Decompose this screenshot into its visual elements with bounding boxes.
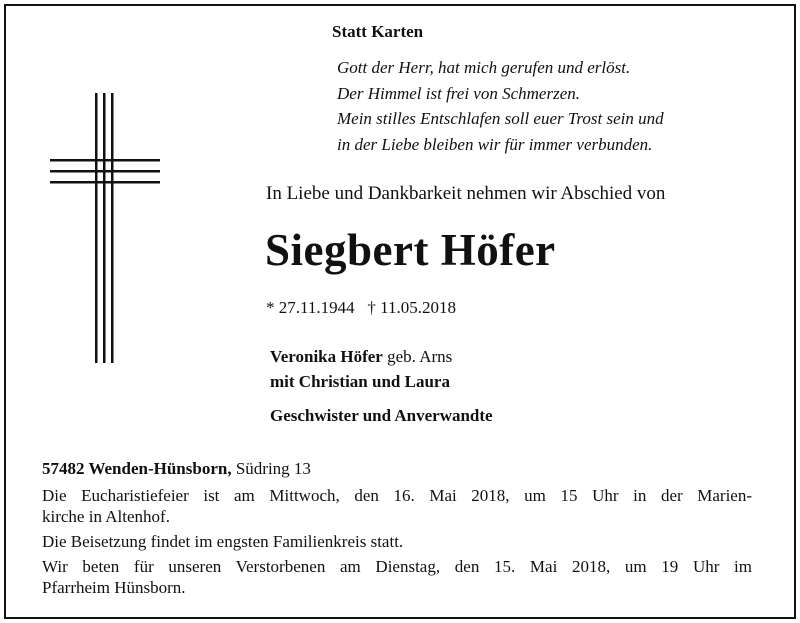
address xyxy=(42,459,311,479)
poem-line: Gott der Herr, hat mich gerufen und erlöst. xyxy=(337,58,631,77)
poem-line: in der Liebe bleiben wir für immer verbunden. xyxy=(337,134,653,154)
farewell-intro: In Liebe und Dankbarkeit nehmen wir Abschied von xyxy=(266,183,666,204)
statt-karten-heading: Statt Karten xyxy=(332,22,424,41)
mourner-line-2: mit Christian und Laura xyxy=(270,372,450,391)
notice-line: Die Eucharistiefeier ist am Mittwoch, den 16. Mai 2018, um 15 Uhr in der Marien- xyxy=(42,486,752,505)
mourner-line-1 xyxy=(270,347,452,367)
poem xyxy=(337,55,664,157)
notice-line: Wir beten für unseren Verstorbenen am Dienstag, den 15. Mai 2018, um 19 Uhr im xyxy=(42,557,752,576)
poem-line: Mein stilles Entschlafen soll euer Trost sein und xyxy=(337,109,664,128)
life-dates: * 27.11.1944 † 11.05.2018 xyxy=(266,298,456,317)
notice-line: Die Beisetzung findet im engsten Familienkreis statt. xyxy=(42,532,404,551)
poem-line: Der Himmel ist frei von Schmerzen. xyxy=(337,83,580,103)
mourner-line-3: Geschwister und Anverwandte xyxy=(270,406,493,425)
address-street: Südring 13 xyxy=(231,459,311,478)
address-city: 57482 Wenden-Hünsborn, xyxy=(42,459,232,478)
cross-icon xyxy=(50,93,160,363)
notice-line: kirche in Altenhof. xyxy=(42,507,170,526)
maiden-name: geb. Arns xyxy=(382,347,453,366)
notice-line: Pfarrheim Hünsborn. xyxy=(42,578,186,597)
deceased-name: Siegbert Höfer xyxy=(265,225,556,275)
mourner-name: Veronika Höfer xyxy=(270,347,383,366)
notices xyxy=(42,485,752,598)
